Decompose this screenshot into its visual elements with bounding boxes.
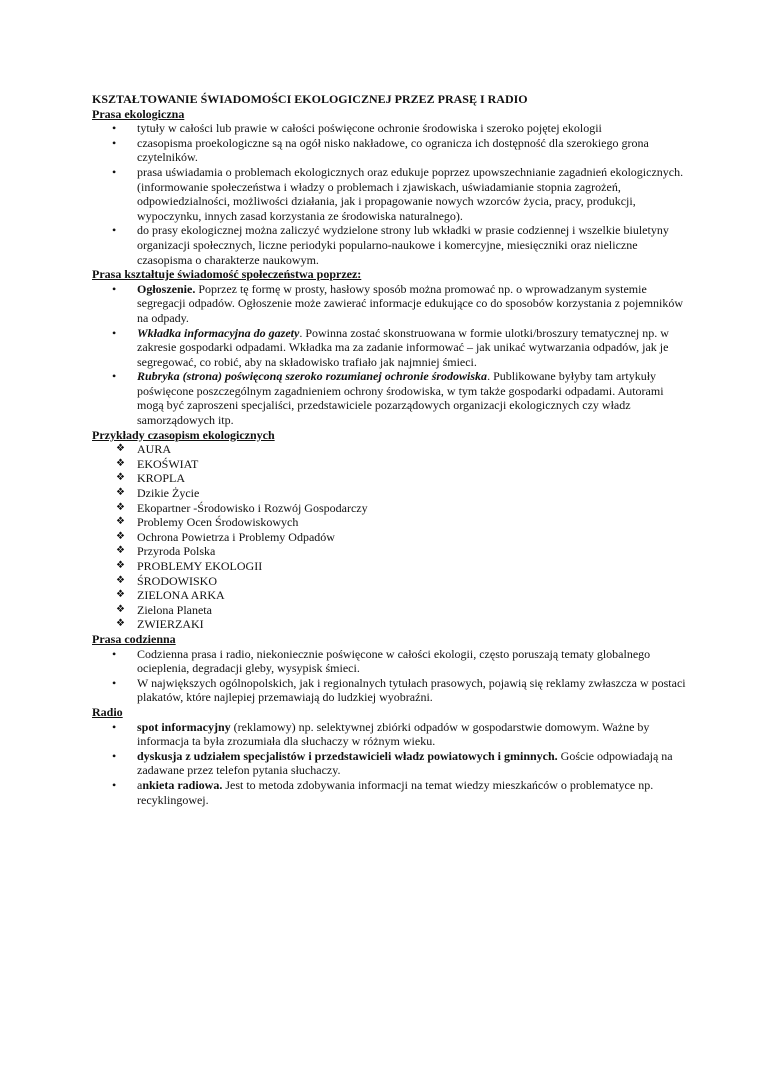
diamond-bullet-icon: ❖: [116, 501, 125, 513]
list-item: • czasopisma proekologiczne są na ogół nisko nakładowe, co ogranicza ich dostępność dla szerokiego grona czytelników.: [112, 135, 649, 165]
list-radio: [92, 720, 692, 808]
bullet-icon: •: [112, 281, 117, 296]
list-item: • spot informacyjny (reklamowy) np. selektywnej zbiórki odpadów w gospodarstwie domowym. Ważne by informacja ta była zrozumiała dla słuchaczy w różnym wieku.: [112, 719, 650, 749]
diamond-bullet-icon: ❖: [116, 545, 125, 557]
diamond-bullet-icon: ❖: [116, 574, 125, 586]
list-item: • Ogłoszenie. Poprzez tę formę w prosty, hasłowy sposób można promować np. o wprowadzanym systemie segregacji odpadów. Ogłoszenie może zawierać informacje edukujące co do sposobów korzystania z pojemników na odpady.: [112, 281, 684, 325]
document-title: KSZTAŁTOWANIE ŚWIADOMOŚCI EKOLOGICZNEJ PRZEZ PRASĘ I RADIO: [92, 92, 528, 106]
list-item: • dyskusja z udziałem specjalistów i przedstawicieli władz powiatowych i gminnych. Goście odpowiadają na zadawane przez telefon pytania słuchaczy.: [112, 748, 673, 778]
diamond-bullet-icon: ❖: [116, 560, 125, 571]
list-item: ❖ ZIELONA ARKA: [116, 588, 225, 603]
heading-prasa-ekologiczna: Prasa ekologiczna: [92, 106, 185, 121]
list-item: • Wkładka informacyjna do gazety. Powinna zostać skonstruowana w formie ulotki/broszury tematycznej np. w zakresie gospodarki odpadami. Wkładka ma za zadanie informować – jak unikać wytwarzania odpadów, jak je segregować, co robić, aby na składowisko trafiało jak najmniej śmieci.: [112, 325, 669, 369]
list-prasa-codzienna: [92, 647, 692, 705]
list-item: ❖ KROPLA: [116, 471, 186, 486]
bullet-icon: •: [112, 164, 117, 179]
bullet-icon: •: [112, 325, 117, 340]
list-prasa-ekologiczna: [92, 121, 692, 267]
list-item: ❖ Problemy Ocen Środowiskowych: [116, 515, 299, 530]
list-item: • prasa uświadamia o problemach ekologicznych oraz edukuje poprzez upowszechnianie zagadnień ekologicznych. (informowanie społeczeństwa i władzy o problemach i zjawiskach, uświadamianie stopnia zagrożeń, odpowiedzialności, możliwości działania, jak i propagowanie nowych wzorców życia, pracy, produkcji, wypoczynku, innych zasad korzystania ze środowiska naturalnego).: [112, 164, 684, 223]
bullet-icon: •: [112, 121, 117, 136]
list-item: ❖ Przyroda Polska: [116, 544, 216, 559]
list-item: ❖ Ochrona Powietrza i Problemy Odpadów: [116, 529, 335, 544]
list-item: ❖ ŚRODOWISKO: [116, 573, 218, 588]
heading-prasa-ksztaltuje: Prasa kształtuje świadomość społeczeństwa poprzez:: [92, 267, 362, 282]
diamond-bullet-icon: ❖: [116, 443, 125, 455]
list-item: ❖ EKOŚWIAT: [116, 456, 199, 471]
list-czasopisma: [92, 442, 692, 632]
diamond-bullet-icon: ❖: [116, 516, 125, 528]
list-prasa-ksztaltuje: [92, 282, 692, 428]
list-item: ❖ PROBLEMY EKOLOGII: [116, 559, 263, 573]
bullet-icon: •: [112, 646, 117, 661]
heading-prasa-codzienna: Prasa codzienna: [92, 631, 176, 646]
list-item: ❖ AURA: [116, 442, 172, 457]
diamond-bullet-icon: ❖: [116, 618, 125, 630]
list-item: ❖ Dzikie Życie: [116, 486, 200, 501]
item-lead: Ogłoszenie.: [137, 281, 196, 296]
item-lead: spot informacyjny: [137, 719, 231, 734]
diamond-bullet-icon: ❖: [116, 589, 125, 601]
list-item: • do prasy ekologicznej można zaliczyć wydzielone strony lub wkładki w prasie codziennej i wszelkie biuletyny organizacji społecznych, liczne periodyki popularno-naukowe i komercyjne, miesięczniki oraz nieliczne czasopisma o charakterze naukowym.: [112, 223, 669, 267]
list-item: • Codzienna prasa i radio, niekoniecznie poświęcone w całości ekologii, często poruszają tematy globalnego ocieplenia, degradacji gleby, wysypisk śmieci.: [112, 646, 651, 676]
bullet-icon: •: [112, 135, 117, 150]
diamond-bullet-icon: ❖: [116, 487, 125, 499]
list-item: ❖ Ekopartner -Środowisko i Rozwój Gospodarczy: [116, 500, 368, 515]
list-item: • tytuły w całości lub prawie w całości poświęcone ochronie środowiska i szeroko pojętej ekologii: [112, 121, 602, 136]
document-page: [92, 92, 692, 807]
bullet-icon: •: [112, 777, 117, 792]
bullet-icon: •: [112, 748, 117, 763]
diamond-bullet-icon: ❖: [116, 457, 125, 469]
item-lead: Wkładka informacyjna do gazety: [137, 325, 300, 340]
diamond-bullet-icon: ❖: [116, 603, 125, 615]
list-item: ❖ Zielona Planeta: [116, 602, 212, 617]
list-item: • Rubryka (strona) poświęconą szeroko rozumianej ochronie środowiska. Publikowane byłyby tam artykuły poświęcone poszczególnym zagadnieniem ochrony środowiska, w tym także gospodarki odpadami. Autorami mogą być zaproszeni specjaliści, przedstawiciele pozarządowych organizacji ekologicznych czy władz samorządowych itp.: [112, 369, 664, 428]
diamond-bullet-icon: ❖: [116, 530, 125, 542]
item-lead: dyskusja z udziałem specjalistów i przedstawicieli władz powiatowych i gminnych.: [137, 748, 558, 763]
list-item: ❖ ZWIERZAKI: [116, 617, 204, 632]
bullet-icon: •: [112, 369, 117, 384]
item-lead: Rubryka (strona) poświęconą szeroko rozumianej ochronie środowiska: [137, 369, 488, 384]
list-item: • ankieta radiowa. Jest to metoda zdobywania informacji na temat wiedzy mieszkańców o problematyce np. recyklingowej.: [112, 777, 654, 807]
list-item: • W największych ogólnopolskich, jak i regionalnych tytułach prasowych, pojawią się reklamy zwłaszcza w postaci plakatów, które najlepiej przemawiają do ludzkiej wyobraźni.: [112, 675, 686, 705]
diamond-bullet-icon: ❖: [116, 472, 125, 484]
bullet-icon: •: [112, 719, 117, 734]
heading-przyklady-czasopism: Przykłady czasopism ekologicznych: [92, 427, 275, 442]
bullet-icon: •: [112, 675, 117, 690]
item-lead: nkieta radiowa.: [142, 777, 223, 792]
bullet-icon: •: [112, 223, 117, 238]
heading-radio: Radio: [92, 704, 123, 719]
